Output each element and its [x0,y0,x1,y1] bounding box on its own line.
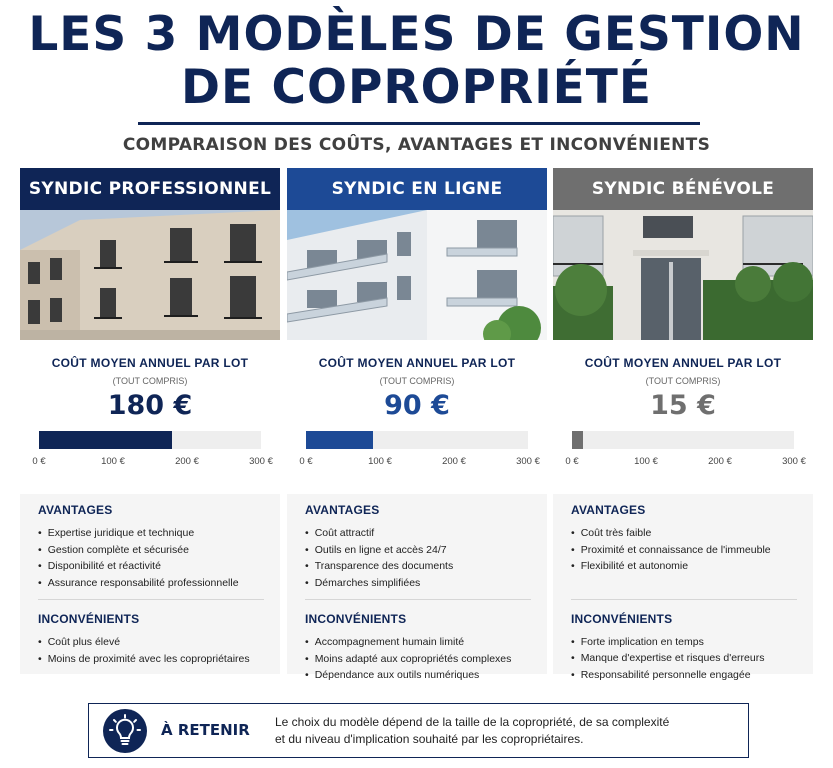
list-item: • Dépendance aux outils numériques [305,667,531,684]
cost-sublabel: (TOUT COMPRIS) [645,376,721,386]
cost-value: 15 € [650,390,716,421]
title-divider [138,122,700,125]
list-item: • Coût attractif [305,525,531,542]
page-title-line-2: DE COPROPRIÉTÉ [181,60,652,115]
page-title [0,8,833,114]
list-item: • Moins de proximité avec les copropriétaires [38,651,264,668]
tick-label: 0 € [299,456,313,467]
cost-bar-fill [572,431,583,449]
key-takeaway-line-1: Le choix du modèle dépend de la taille de la copropriété, de sa complexité [275,715,670,729]
tick-label: 300 € [782,456,806,467]
list-item: • Démarches simplifiées [305,575,531,592]
list-item: • Transparence des documents [305,558,531,575]
list-item: • Flexibilité et autonomie [571,558,797,575]
key-takeaway-text [275,714,735,748]
list-item: • Assurance responsabilité professionnelle [38,575,264,592]
cost-scale [299,456,540,470]
list-item: • Coût très faible [571,525,797,542]
inconvenients-title: INCONVÉNIENTS [305,612,407,626]
tick-label: 0 € [565,456,579,467]
pros-cons-panel [20,494,280,674]
inconvenients-list [38,634,264,667]
list-item: • Forte implication en temps [571,634,797,651]
key-takeaway-label: À RETENIR [161,721,250,739]
list-item: • Proximité et connaissance de l'immeuble [571,542,797,559]
section-divider [571,599,797,600]
column-header: SYNDIC PROFESSIONNEL [20,168,280,210]
inconvenients-list [571,634,797,684]
lightbulb-icon [103,709,147,753]
avantages-list [38,525,264,591]
column-header: SYNDIC BÉNÉVOLE [553,168,813,210]
cost-label: COÛT MOYEN ANNUEL PAR LOT [584,356,782,370]
list-item: • Accompagnement humain limité [305,634,531,651]
cost-bar-track [39,431,261,449]
list-item: • Responsabilité personnelle engagée [571,667,797,684]
avantages-title: AVANTAGES [571,503,646,517]
cost-scale [565,456,806,470]
list-item: • Outils en ligne et accès 24/7 [305,542,531,559]
tick-label: 100 € [101,456,125,467]
cost-label: COÛT MOYEN ANNUEL PAR LOT [51,356,249,370]
avantages-title: AVANTAGES [38,503,113,517]
column-syndic-en-ligne [287,168,547,681]
inconvenients-title: INCONVÉNIENTS [571,611,673,626]
section-divider [38,599,264,600]
column-header: SYNDIC EN LIGNE [287,168,547,210]
avantages-list [571,525,797,575]
tick-label: 100 € [368,456,392,467]
list-item: • Expertise juridique et technique [38,525,264,542]
list-item: • Disponibilité et réactivité [38,558,264,575]
list-item: • Moins adapté aux copropriétés complexes [305,651,531,668]
list-item: • Coût plus élevé [38,634,264,651]
page-subtitle: COMPARAISON DES COÛTS, AVANTAGES ET INCONVÉNIENTS [122,135,711,155]
list-item: • Gestion complète et sécurisée [38,542,264,559]
tick-label: 0 € [32,456,46,467]
key-takeaway-box [88,703,749,758]
cost-value: 180 € [107,390,193,421]
cost-bar-track [572,431,794,449]
cost-value: 90 € [384,390,450,421]
photo-haussmann-building [20,210,280,340]
list-item: • Manque d'expertise et risques d'erreurs [571,650,797,667]
avantages-title: AVANTAGES [305,503,380,517]
page-title-line-1: LES 3 MODÈLES DE GESTION [28,7,805,62]
cost-bar-fill [39,431,172,449]
tick-label: 200 € [442,456,466,467]
column-syndic-benevole [553,168,813,681]
tick-label: 200 € [708,456,732,467]
inconvenients-list [305,634,531,684]
section-divider [305,599,531,600]
tick-label: 100 € [634,456,658,467]
cost-bar-fill [306,431,373,449]
inconvenients-title: INCONVÉNIENTS [38,612,140,626]
cost-sublabel: (TOUT COMPRIS) [112,376,188,386]
photo-modern-building [287,210,547,340]
photo-residential-entrance [553,210,813,340]
avantages-list [305,525,531,591]
cost-label: COÛT MOYEN ANNUEL PAR LOT [318,356,516,370]
cost-scale [32,456,273,470]
cost-bar-track [306,431,528,449]
tick-label: 200 € [175,456,199,467]
tick-label: 300 € [516,456,540,467]
tick-label: 300 € [249,456,273,467]
pros-cons-panel [287,494,547,681]
pros-cons-panel [553,494,813,681]
key-takeaway-line-2: et du niveau d'implication souhaité par les copropriétaires. [275,732,584,746]
column-syndic-professionnel [20,168,280,678]
cost-sublabel: (TOUT COMPRIS) [379,376,455,386]
